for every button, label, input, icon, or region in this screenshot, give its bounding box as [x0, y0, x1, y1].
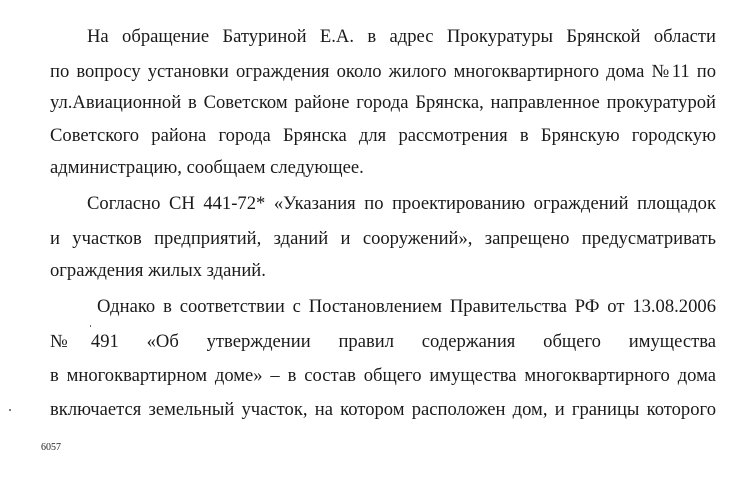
document-code: 6057: [41, 442, 61, 453]
paragraph-2-line-1: Согласно СН 441-72* «Указания по проектированию ограждений площадок: [87, 193, 716, 214]
paragraph-2-line-3: ограждения жилых зданий.: [50, 260, 266, 281]
scan-speck: [9, 409, 11, 411]
paragraph-1-line-3: ул.Авиационной в Советском районе города Брянска, направленное прокуратурой: [50, 92, 716, 113]
paragraph-2-line-2: и участков предприятий, зданий и сооружений», запрещено предусматривать: [50, 228, 716, 249]
paragraph-1-line-2: по вопросу установки ограждения около жилого многоквартирного дома №11 по: [50, 61, 716, 82]
paragraph-3-line-1: Однако в соответствии с Постановлением Правительства РФ от 13.08.2006: [97, 296, 716, 317]
paragraph-3-line-4: включается земельный участок, на котором расположен дом, и границы которого: [50, 399, 716, 420]
scan-speck: [90, 325, 91, 327]
paragraph-3-line-3: в многоквартирном доме» – в состав общего имущества многоквартирного дома: [50, 365, 716, 386]
paragraph-1-line-4: Советского района города Брянска для рассмотрения в Брянскую городскую: [50, 125, 716, 146]
paragraph-1-line-5: администрацию, сообщаем следующее.: [50, 157, 364, 178]
paragraph-1-line-1: На обращение Батуриной Е.А. в адрес Прокуратуры Брянской области: [87, 26, 716, 47]
paragraph-3-line-2: №491 «Об утверждении правил содержания общего имущества: [50, 331, 716, 352]
